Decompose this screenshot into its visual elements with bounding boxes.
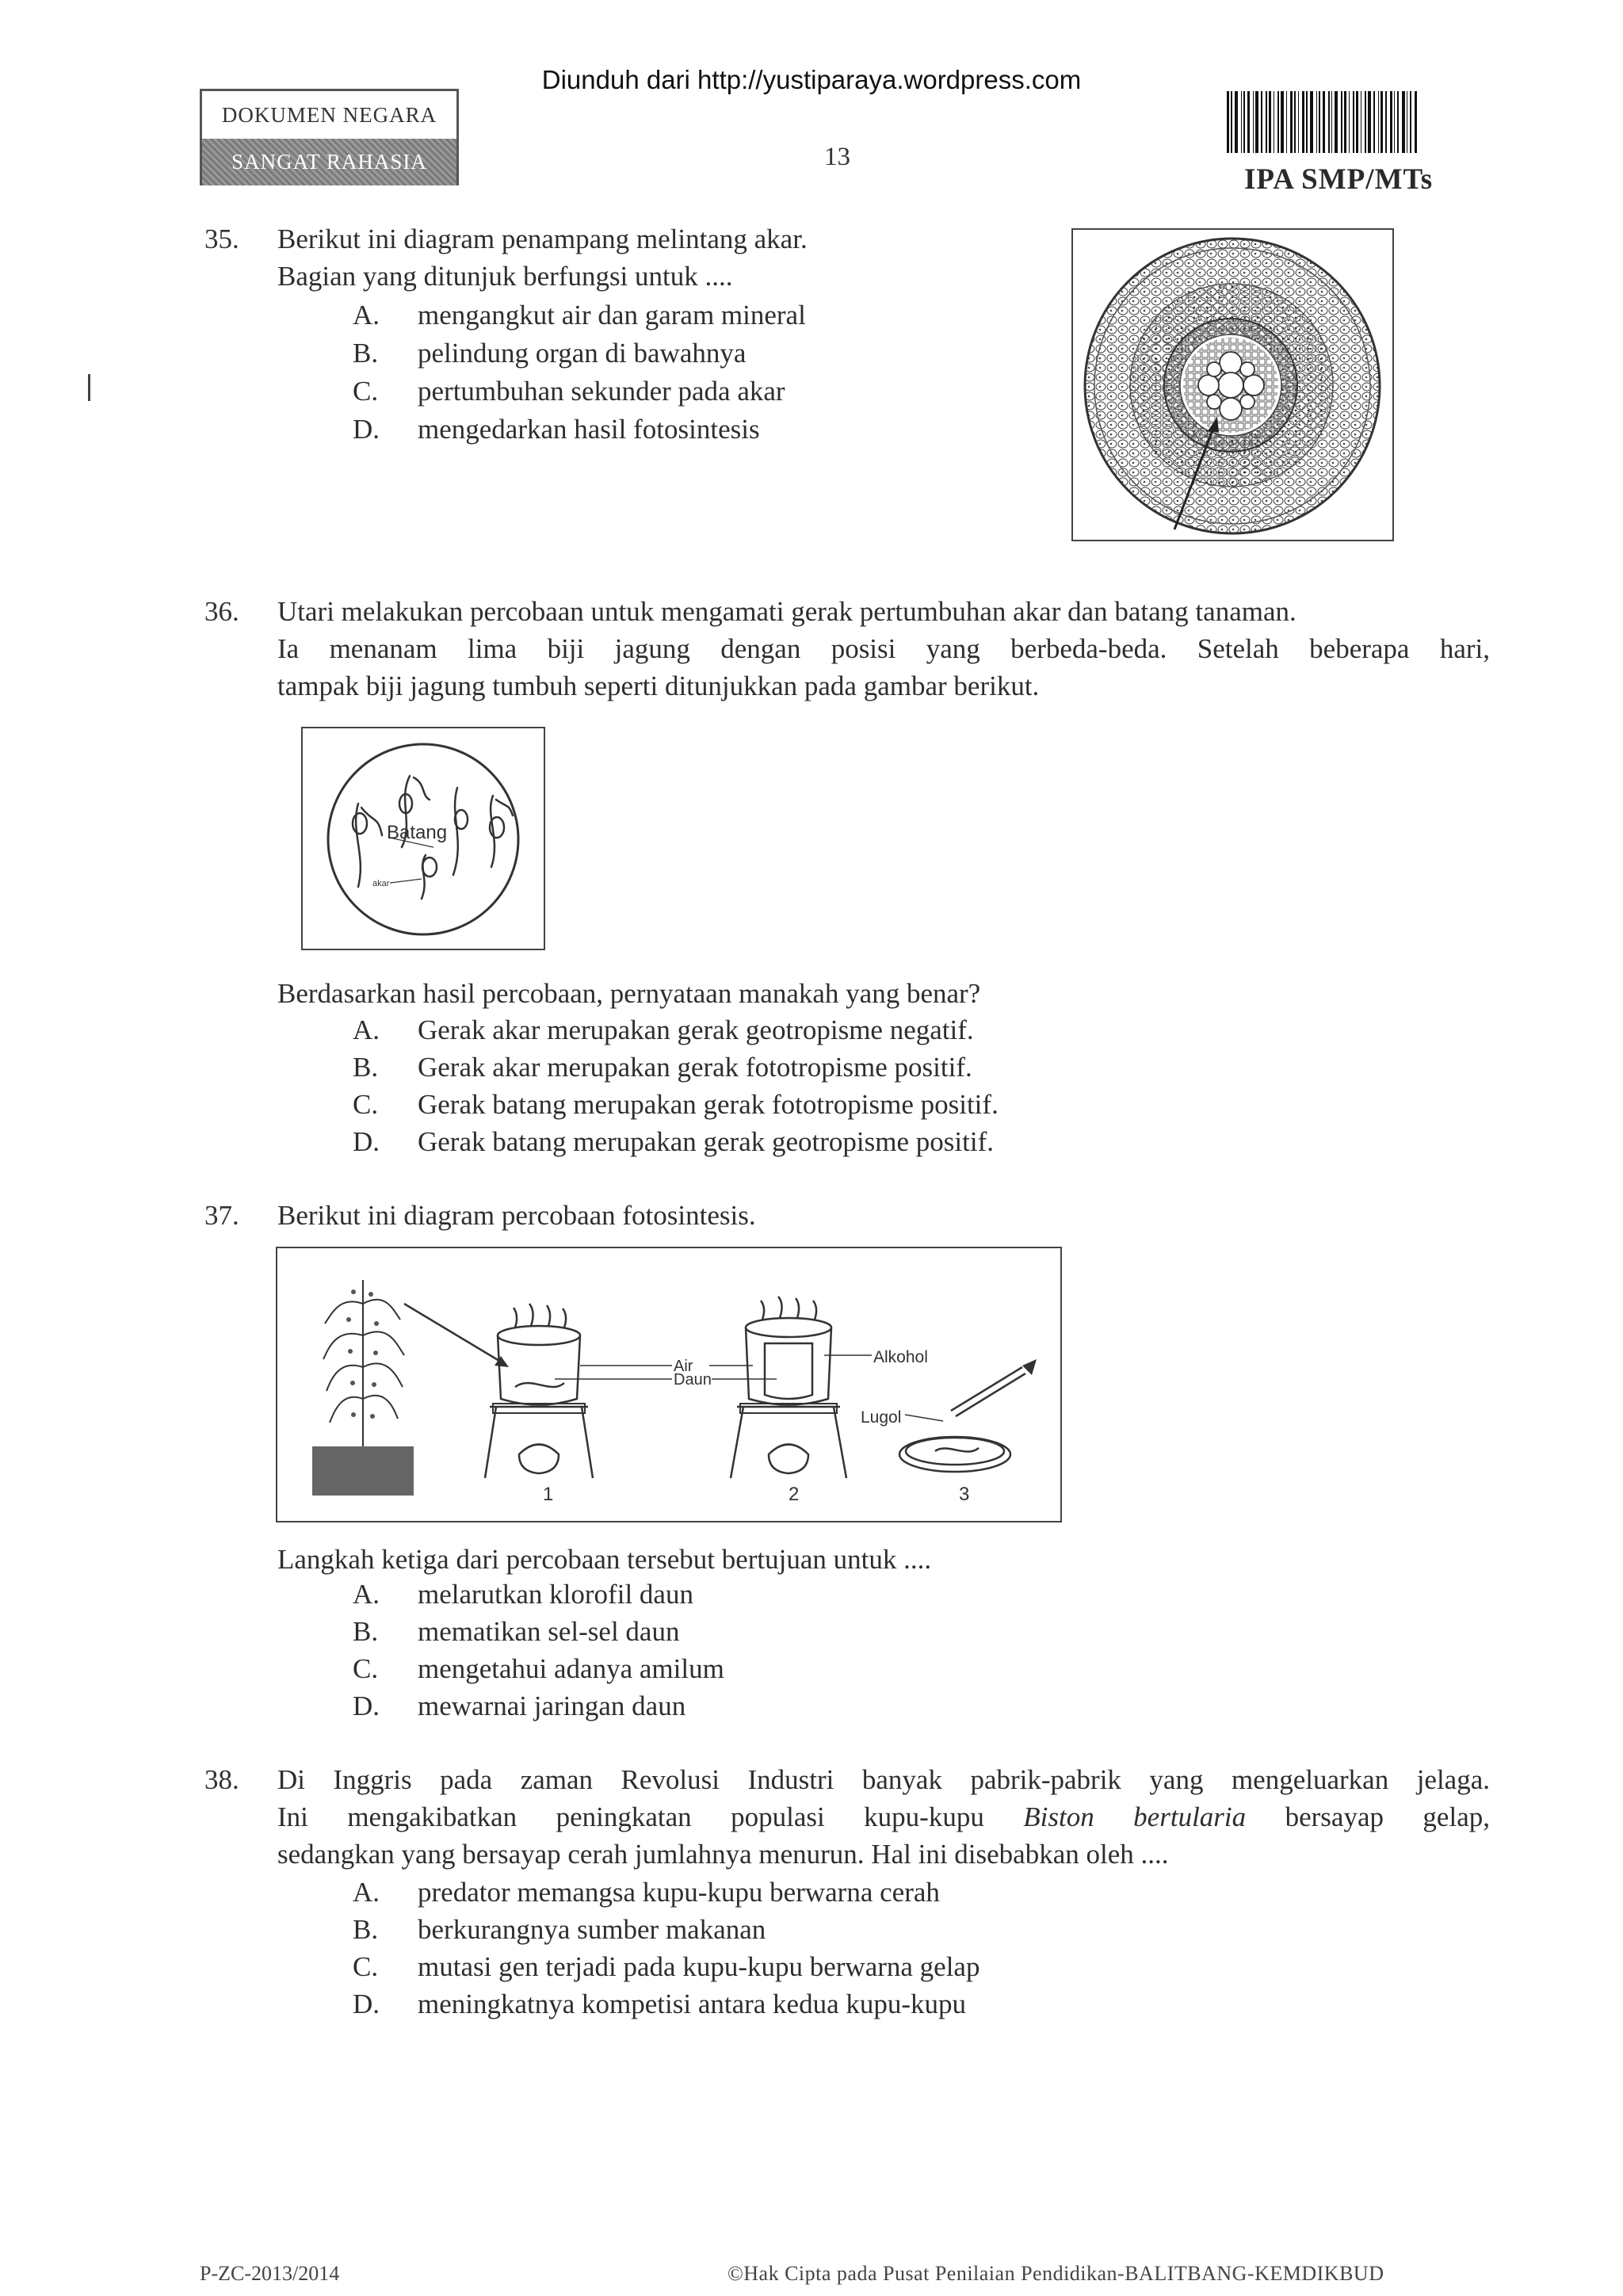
barcode-bar [1235, 91, 1238, 153]
option-letter: C. [353, 376, 379, 407]
barcode-bar [1335, 91, 1338, 153]
option-c [353, 1086, 999, 1123]
document-classification-box [200, 89, 459, 185]
barcode-image [1227, 91, 1490, 153]
barcode-bar [1381, 91, 1383, 153]
barcode-bar [1356, 91, 1358, 153]
barcode-bar [1247, 91, 1250, 153]
option-a [353, 296, 806, 334]
option-text: Gerak batang merupakan gerak geotropisme positif. [418, 1126, 994, 1157]
barcode-bar [1331, 91, 1332, 153]
question-38-line-2-end: bersayap gelap, [1246, 1801, 1490, 1832]
barcode-bar [1365, 91, 1366, 153]
label-air: Air [674, 1358, 693, 1375]
barcode-bar [1368, 91, 1371, 153]
option-a [353, 1576, 724, 1613]
option-b [353, 334, 806, 372]
step-3-label: 3 [959, 1484, 970, 1505]
option-letter: C. [353, 1951, 379, 1982]
barcode-bar [1266, 91, 1267, 153]
label-batang: Batang [387, 822, 448, 843]
barcode-bar [1353, 91, 1354, 153]
option-d [353, 1687, 724, 1725]
option-a [353, 1011, 999, 1049]
label-lugol: Lugol [861, 1408, 902, 1427]
barcode-bar [1316, 91, 1317, 153]
option-letter: B. [353, 1616, 379, 1647]
barcode-bar [1390, 91, 1392, 153]
option-d [353, 1123, 999, 1160]
barcode-bar [1310, 91, 1313, 153]
barcode-bar [1302, 91, 1304, 153]
barcode-bar [1319, 91, 1320, 153]
barcode-bar [1269, 91, 1271, 153]
question-38-line-2-start: Ini mengakibatkan peningkatan populasi kupu-kupu [277, 1801, 1024, 1832]
question-36-line-2: Ia menanam lima biji jagung dengan posisi yang berbeda-beda. Setelah beberapa hari, [277, 633, 1490, 664]
barcode-bar [1261, 91, 1262, 153]
label-alkohol: Alkohol [873, 1348, 928, 1366]
step-2-label: 2 [789, 1484, 800, 1505]
question-35-line-2: Bagian yang ditunjuk berfungsi untuk .... [277, 261, 733, 292]
option-letter: C. [353, 1653, 379, 1684]
question-38-line-3: sedangkan yang bersayap cerah jumlahnya menurun. Hal ini disebabkan oleh .... [277, 1839, 1169, 1870]
question-36-text [277, 593, 1490, 705]
question-36-number: 36. [204, 596, 239, 627]
option-text: Gerak batang merupakan gerak fototropisme positif. [418, 1089, 999, 1120]
question-37-options [353, 1576, 724, 1725]
question-36-line-1: Utari melakukan percobaan untuk mengamati gerak pertumbuhan akar dan batang tanaman. [277, 596, 1296, 627]
option-letter: A. [353, 300, 380, 330]
option-text: mengangkut air dan garam mineral [418, 300, 806, 330]
barcode-bar [1286, 91, 1287, 153]
barcode-bar [1410, 91, 1411, 153]
option-letter: A. [353, 1014, 380, 1045]
barcode-bar [1277, 91, 1279, 153]
root-cross-section-illustration [1073, 230, 1392, 540]
option-text: pertumbuhan sekunder pada akar [418, 376, 785, 407]
question-38-number: 38. [204, 1764, 239, 1795]
barcode-bar [1402, 91, 1405, 153]
doc-type-label: DOKUMEN NEGARA [221, 103, 437, 127]
option-letter: D. [353, 414, 380, 445]
question-38-options [353, 1874, 980, 2023]
barcode-bar [1341, 91, 1342, 153]
question-35-options [353, 296, 806, 449]
option-b [353, 1613, 724, 1650]
label-akar: akar [372, 879, 390, 888]
option-d [353, 1985, 980, 2023]
option-letter: B. [353, 338, 379, 369]
option-d [353, 411, 806, 449]
option-letter: B. [353, 1052, 379, 1083]
barcode-bar [1385, 91, 1387, 153]
barcode-bar [1328, 91, 1330, 153]
option-letter: D. [353, 1126, 380, 1157]
corn-germination-figure [301, 727, 545, 950]
question-36-line-3: tampak biji jagung tumbuh seperti ditunjukkan pada gambar berikut. [277, 670, 1040, 701]
barcode-bar [1323, 91, 1325, 153]
barcode-bar [1255, 91, 1258, 153]
question-37-text: Berikut ini diagram percobaan fotosintesis. [277, 1200, 756, 1231]
photosynthesis-experiment-illustration [277, 1248, 1060, 1521]
photosynthesis-experiment-figure [276, 1247, 1062, 1522]
barcode-bar [1231, 91, 1232, 153]
option-letter: B. [353, 1914, 379, 1945]
question-36-prompt: Berdasarkan hasil percobaan, pernyataan manakah yang benar? [277, 978, 981, 1009]
option-text: mengedarkan hasil fotosintesis [418, 414, 760, 445]
option-c [353, 1948, 980, 1985]
option-letter: A. [353, 1877, 380, 1908]
option-text: Gerak akar merupakan gerak fototropisme positif. [418, 1052, 972, 1083]
option-b [353, 1049, 999, 1086]
barcode-bar [1394, 91, 1395, 153]
subject-label: IPA SMP/MTs [1244, 163, 1434, 196]
option-text: melarutkan klorofil daun [418, 1579, 693, 1610]
question-37-number: 37. [204, 1200, 239, 1231]
option-letter: A. [353, 1579, 380, 1610]
barcode-bar [1243, 91, 1245, 153]
option-text: mengetahui adanya amilum [418, 1653, 724, 1684]
barcode-bar [1306, 91, 1308, 153]
option-text: mutasi gen terjadi pada kupu-kupu berwarna gelap [418, 1951, 980, 1982]
exam-code: P-ZC-2013/2014 [200, 2262, 340, 2285]
option-c [353, 1650, 724, 1687]
page-number: 13 [824, 143, 850, 171]
label-daun: Daun [674, 1371, 712, 1389]
option-text: mewarnai jaringan daun [418, 1690, 686, 1721]
question-38-line-1: Di Inggris pada zaman Revolusi Industri banyak pabrik-pabrik yang mengeluarkan jelaga. [277, 1764, 1490, 1795]
barcode-bar [1349, 91, 1350, 153]
option-letter: C. [353, 1089, 379, 1120]
barcode-bar [1281, 91, 1284, 153]
barcode-bar [1344, 91, 1346, 153]
barcode-bar [1378, 91, 1379, 153]
option-text: mematikan sel-sel daun [418, 1616, 680, 1647]
option-letter: D. [353, 1988, 380, 2019]
barcode-bar [1241, 91, 1242, 153]
question-35-line-1: Berikut ini diagram penampang melintang akar. [277, 223, 808, 254]
option-text: berkurangnya sumber makanan [418, 1914, 766, 1945]
question-36-options [353, 1011, 999, 1160]
question-37-prompt: Langkah ketiga dari percobaan tersebut bertujuan untuk .... [277, 1544, 932, 1575]
copyright-notice: ©Hak Cipta pada Pusat Penilaian Pendidikan-BALITBANG-KEMDIKBUD [727, 2262, 1384, 2285]
barcode-bar [1397, 91, 1399, 153]
watermark-url: Diunduh dari http://yustiparaya.wordpress.com [541, 65, 1082, 94]
barcode-bar [1373, 91, 1375, 153]
barcode-bar [1227, 91, 1229, 153]
question-38-text [277, 1761, 1490, 1873]
barcode-bar [1294, 91, 1296, 153]
option-a [353, 1874, 980, 1911]
option-c [353, 372, 806, 411]
species-name: Biston bertularia [1023, 1801, 1247, 1832]
margin-mark [88, 374, 90, 401]
option-text: predator memangsa kupu-kupu berwarna cerah [418, 1877, 940, 1908]
option-text: Gerak akar merupakan gerak geotropisme negatif. [418, 1014, 974, 1045]
question-35-text [277, 220, 808, 295]
option-text: pelindung organ di bawahnya [418, 338, 747, 369]
question-35-number: 35. [204, 223, 239, 254]
barcode-bar [1415, 91, 1417, 153]
root-cross-section-figure [1071, 228, 1394, 541]
option-b [353, 1911, 980, 1948]
barcode-bar [1290, 91, 1293, 153]
barcode-bar [1253, 91, 1254, 153]
step-1-label: 1 [543, 1484, 554, 1505]
barcode-bar [1298, 91, 1299, 153]
option-letter: D. [353, 1690, 380, 1721]
germinating-corn-illustration [303, 728, 544, 949]
question-38-line-2 [277, 1798, 1490, 1836]
option-text: meningkatnya kompetisi antara kedua kupu-kupu [418, 1988, 967, 2019]
secrecy-label: SANGAT RAHASIA [202, 139, 456, 185]
